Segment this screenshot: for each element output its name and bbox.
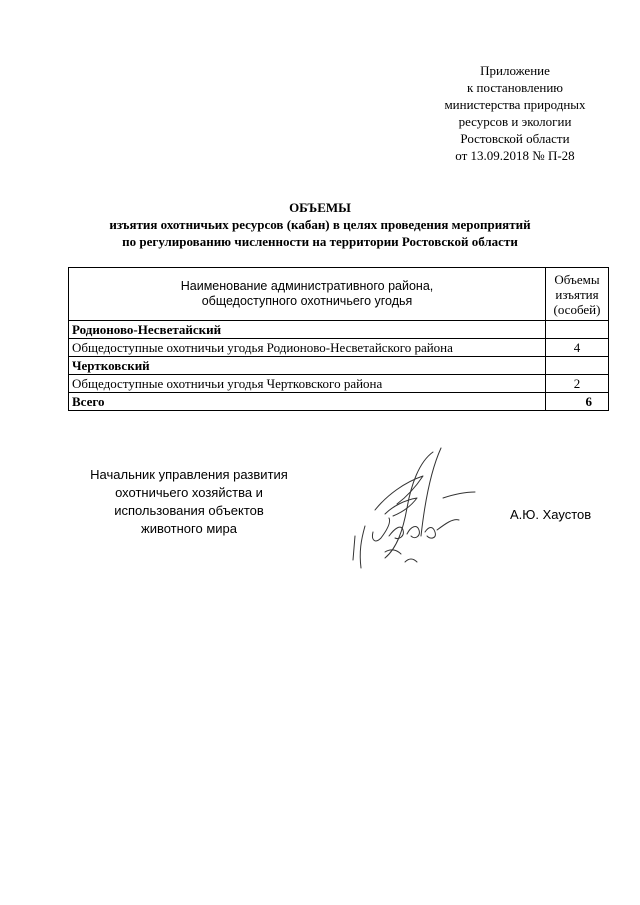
title-heading: ОБЪЕМЫ [289,200,351,215]
table-row [69,375,609,393]
header-text: Наименование административного района, [180,279,434,293]
appendix-note [420,62,610,164]
volume-column-header [546,268,609,321]
signer-position [70,466,308,538]
appendix-line: Ростовской области [460,131,570,146]
position-line: животного мира [141,521,237,536]
title-line: изъятия охотничьих ресурсов (кабан) в целях проведения мероприятий [109,217,531,232]
appendix-line: к постановлению [466,80,564,95]
volume-cell [546,321,609,339]
document-title [60,199,580,250]
table-row-total [69,393,609,411]
handwritten-signature [345,440,480,575]
header-text: Объемы [554,271,600,287]
table-header-row [69,268,609,321]
position-line: использования объектов [114,503,264,518]
name-column-header [69,268,546,321]
position-line: Начальник управления развития [90,467,288,482]
appendix-line: ресурсов и экологии [458,114,572,129]
appendix-line: Приложение [480,63,550,78]
signer-name: А.Ю. Хаустов [510,507,592,522]
total-label: Всего [69,393,546,411]
volumes-table [68,267,609,411]
appendix-line: от 13.09.2018 № П-28 [455,148,575,163]
volume-cell: 4 [546,339,609,357]
title-line: по регулированию численности на территории Ростовской области [122,234,518,249]
volume-cell: 2 [546,375,609,393]
table-row [69,339,609,357]
header-text: изъятия [555,286,599,302]
total-value: 6 [546,393,609,411]
table-row-district [69,357,609,375]
area-name: Общедоступные охотничьи угодья Чертковского района [69,375,546,393]
area-name: Общедоступные охотничьи угодья Родионово-Несветайского района [69,339,546,357]
appendix-line: министерства природных [444,97,586,112]
table-row-district [69,321,609,339]
position-line: охотничьего хозяйства и [115,485,263,500]
volume-cell [546,357,609,375]
header-text: общедоступного охотничьего угодья [201,294,413,308]
header-text: (особей) [553,301,601,317]
district-name: Родионово-Несветайский [69,321,546,339]
district-name: Чертковский [69,357,546,375]
